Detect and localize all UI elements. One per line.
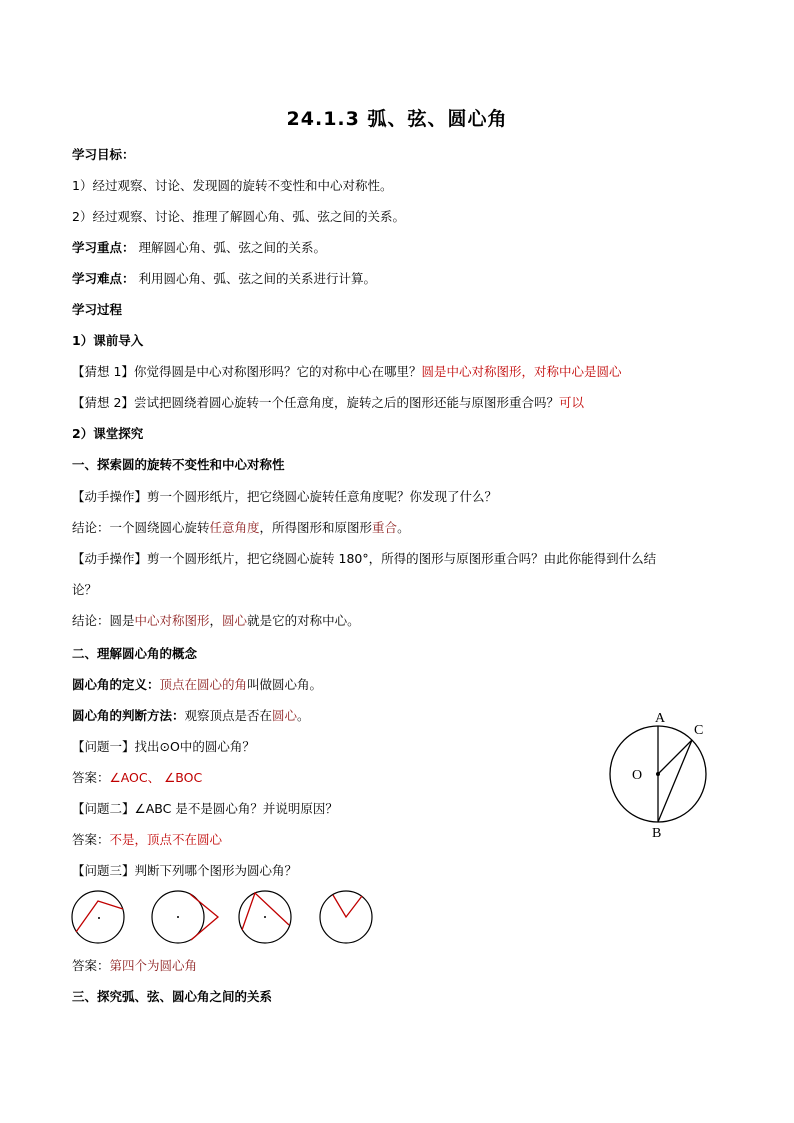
- focus-label: 学习重点：: [72, 240, 135, 255]
- figure-1: [72, 891, 124, 943]
- answer-1: [72, 769, 202, 787]
- page-title: 24.1.3 弧、弦、圆心角: [286, 108, 508, 130]
- objective-2: 2）经过观察、讨论、推理了解圆心角、弧、弦之间的关系。: [72, 209, 405, 224]
- answer-3-text: 第四个为圆心角: [109, 958, 198, 973]
- question-2-text: ∠ABC 是不是圆心角？并说明原因？: [134, 801, 338, 816]
- question-1-text: 找出⊙O中的圆心角？: [134, 739, 255, 754]
- conclusion-1-answer-1: 任意角度: [209, 520, 260, 535]
- section-1-heading: 1）课前导入: [72, 333, 144, 348]
- question-1: [72, 738, 255, 756]
- operation-1: [72, 488, 497, 506]
- conclusion-2-answer-2: 圆心: [222, 613, 248, 628]
- operation-1-label: 【动手操作】: [72, 489, 148, 504]
- guess-2-question: 尝试把圆绕着圆心旋转一个任意角度，旋转之后的图形还能与原图形重合吗？: [133, 395, 559, 410]
- guess-1-answer: 圆是中心对称图形，对称中心是圆心: [421, 364, 622, 379]
- guess-2: [72, 394, 584, 412]
- operation-2-text: 剪一个圆形纸片，把它绕圆心旋转 180°，所得的图形与原图形重合吗？由此你能得到什么结: [147, 551, 657, 566]
- guess-2-label: 【猜想 2】: [72, 395, 134, 410]
- method-answer: 圆心: [272, 708, 298, 723]
- figure-2: [152, 891, 218, 943]
- conclusion-1-a: 结论：一个圆绕圆心旋转: [72, 520, 210, 535]
- label-c: C: [694, 723, 704, 738]
- definition-label: 圆心角的定义：: [72, 677, 160, 692]
- answer-3: [72, 957, 197, 975]
- section-2-heading: 2）课堂探究: [72, 426, 144, 441]
- conclusion-2-c: ，: [209, 613, 223, 628]
- label-o: O: [632, 768, 643, 783]
- center-point: [656, 772, 660, 776]
- answer-3-label: 答案：: [72, 958, 110, 973]
- difficulty-line: [72, 270, 376, 288]
- figure-4: [320, 891, 372, 943]
- answer-2: [72, 831, 222, 849]
- guess-1-label: 【猜想 1】: [72, 364, 134, 379]
- definition-line: [72, 676, 322, 694]
- definition-answer: 顶点在圆心的角: [159, 677, 248, 692]
- answer-1-label: 答案：: [72, 770, 110, 785]
- difficulty-text: 利用圆心角、弧、弦之间的关系进行计算。: [134, 271, 376, 286]
- label-a: A: [655, 711, 666, 726]
- answer-2-text: 不是，顶点不在圆心: [109, 832, 223, 847]
- guess-1: [72, 363, 621, 381]
- question-2-label: 【问题二】: [72, 801, 135, 816]
- objectives-heading: 学习目标：: [72, 147, 135, 162]
- label-b: B: [652, 826, 662, 841]
- operation-1-text: 剪一个圆形纸片，把它绕圆心旋转任意角度呢？你发现了什么？: [147, 489, 498, 504]
- circle-diagram: [598, 708, 728, 843]
- conclusion-1-e: 。: [397, 520, 410, 535]
- conclusion-2-e: 就是它的对称中心。: [247, 613, 360, 628]
- method-text: 观察顶点是否在: [184, 708, 273, 723]
- conclusion-1: [72, 519, 410, 537]
- part-1-heading: 一、探索圆的旋转不变性和中心对称性: [72, 457, 285, 472]
- question-1-label: 【问题一】: [72, 739, 135, 754]
- question-3-text: 判断下列哪个图形为圆心角？: [134, 863, 298, 878]
- process-heading: 学习过程: [72, 302, 123, 317]
- conclusion-1-c: ，所得图形和原图形: [259, 520, 373, 535]
- answer-2-label: 答案：: [72, 832, 110, 847]
- chord-bc: [658, 740, 692, 822]
- definition-rest: 叫做圆心角。: [247, 677, 323, 692]
- conclusion-2: [72, 612, 360, 630]
- guess-2-answer: 可以: [558, 395, 584, 410]
- conclusion-2-answer-1: 中心对称图形: [134, 613, 210, 628]
- conclusion-1-answer-2: 重合: [372, 520, 398, 535]
- figure-3: [239, 891, 291, 943]
- focus-line: [72, 239, 326, 257]
- operation-2-continued: 论？: [72, 582, 98, 597]
- method-line: [72, 707, 310, 725]
- difficulty-label: 学习难点：: [72, 271, 135, 286]
- method-end: 。: [297, 708, 310, 723]
- question-3-label: 【问题三】: [72, 863, 135, 878]
- operation-2: [72, 550, 656, 568]
- question-3: [72, 862, 297, 880]
- part-3-heading: 三、探究弧、弦、圆心角之间的关系: [72, 989, 273, 1004]
- objective-1: 1）经过观察、讨论、发现圆的旋转不变性和中心对称性。: [72, 178, 393, 193]
- option-figures: [68, 887, 378, 947]
- method-label: 圆心角的判断方法：: [72, 708, 185, 723]
- radius-oc: [658, 740, 692, 774]
- conclusion-2-a: 结论：圆是: [72, 613, 135, 628]
- question-2: [72, 800, 338, 818]
- guess-1-question: 你觉得圆是中心对称图形吗？它的对称中心在哪里？: [133, 364, 422, 379]
- answer-1-text: ∠AOC、 ∠BOC: [109, 770, 203, 785]
- focus-text: 理解圆心角、弧、弦之间的关系。: [134, 240, 326, 255]
- part-2-heading: 二、理解圆心角的概念: [72, 646, 198, 661]
- operation-2-label: 【动手操作】: [72, 551, 148, 566]
